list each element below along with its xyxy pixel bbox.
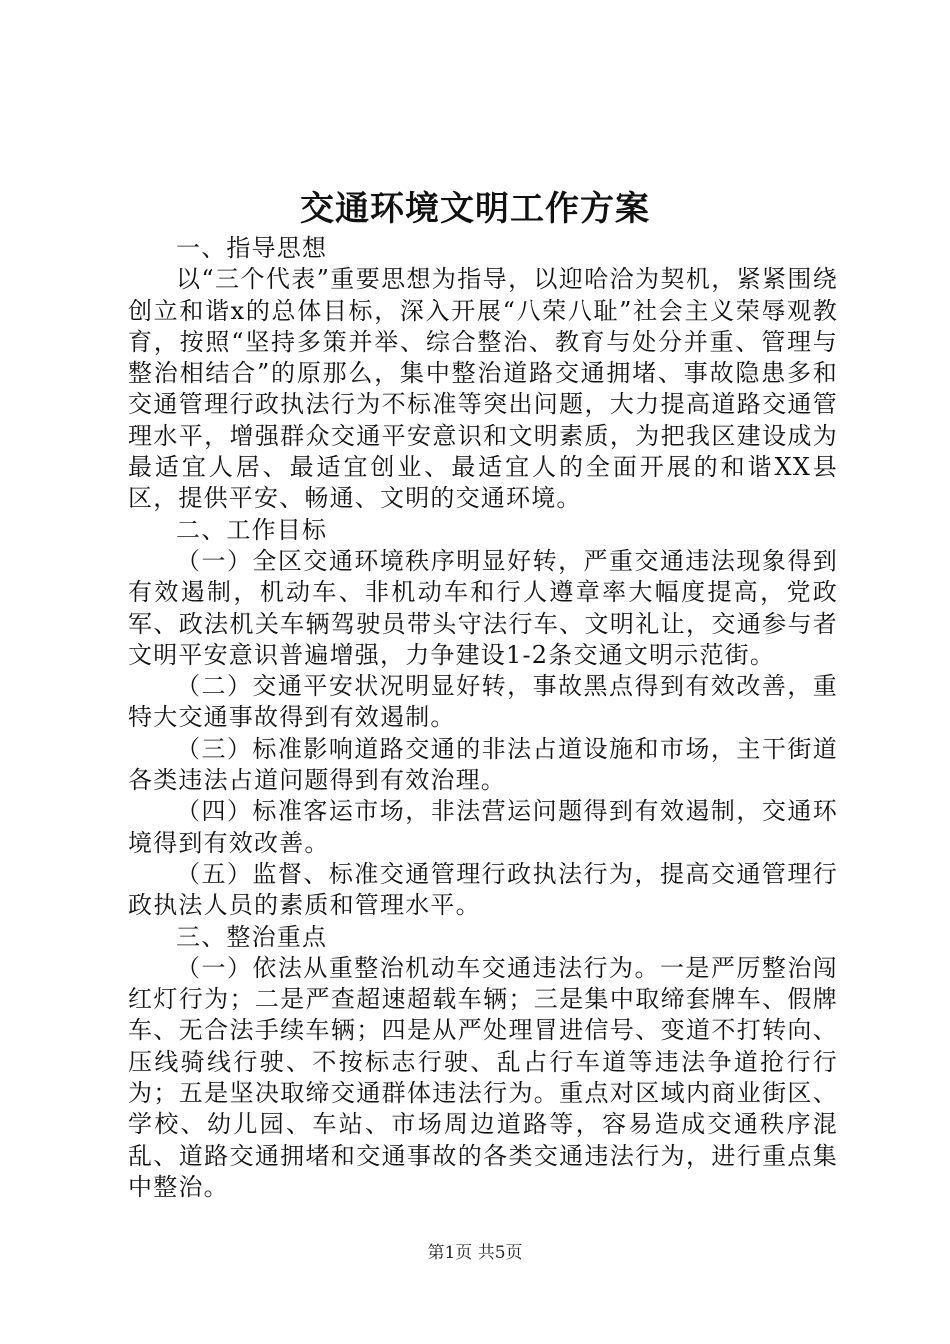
- document-body: [128, 233, 838, 1203]
- paragraph: 以“三个代表”重要思想为指导，以迎哈洽为契机，紧紧围绕创立和谐x的总体目标，深入开展“八荣八耻”社会主义荣辱观教育，按照“坚持多策并举、综合整治、教育与处分并重、管理与整治相结合”的原那么，集中整治道路交通拥堵、事故隐患多和交通管理行政执法行为不标准等突出问题，大力提高道路交通管理水平，增强群众交通平安意识和文明素质，为把我区建设成为最适宜人居、最适宜创业、最适宜人的全面开展的和谐XX县区，提供平安、畅通、文明的交通环境。: [128, 265, 838, 513]
- document-title: 交通环境文明工作方案: [300, 189, 650, 229]
- paragraph: （四）标准客运市场，非法营运问题得到有效遏制，交通环境得到有效改善。: [128, 797, 838, 857]
- paragraph: （二）交通平安状况明显好转，事故黑点得到有效改善，重特大交通事故得到有效遏制。: [128, 672, 838, 732]
- page-number-footer: 第1页 共5页: [427, 1243, 523, 1263]
- paragraph: （一）依法从重整治机动车交通违法行为。一是严厉整治闯红灯行为；二是严查超速超载车辆；三是集中取缔套牌车、假牌车、无合法手续车辆；四是从严处理冒进信号、变道不打转向、压线骑线行驶、不按标志行驶、乱占行车道等违法争道抢行行为；五是坚决取缔交通群体违法行为。重点对区域内商业街区、学校、幼儿园、车站、市场周边道路等，容易造成交通秩序混乱、道路交通拥堵和交通事故的各类交通违法行为，进行重点集中整治。: [128, 953, 838, 1201]
- paragraph: （五）监督、标准交通管理行政执法行为，提高交通管理行政执法人员的素质和管理水平。: [128, 859, 838, 920]
- paragraph: （一）全区交通环境秩序明显好转，严重交通违法现象得到有效遏制，机动车、非机动车和行人遵章率大幅度提高，党政军、政法机关车辆驾驶员带头守法行车、文明礼让，交通参与者文明平安意识普遍增强，力争建设1-2条交通文明示范街。: [128, 546, 838, 669]
- section-heading-key-points: 三、整治重点: [176, 922, 328, 951]
- paragraph: （三）标准影响道路交通的非法占道设施和市场，主干街道各类违法占道问题得到有效治理。: [128, 734, 838, 795]
- section-heading-work-goals: 二、工作目标: [176, 515, 328, 544]
- section-heading-guiding-ideology: 一、指导思想: [176, 234, 328, 262]
